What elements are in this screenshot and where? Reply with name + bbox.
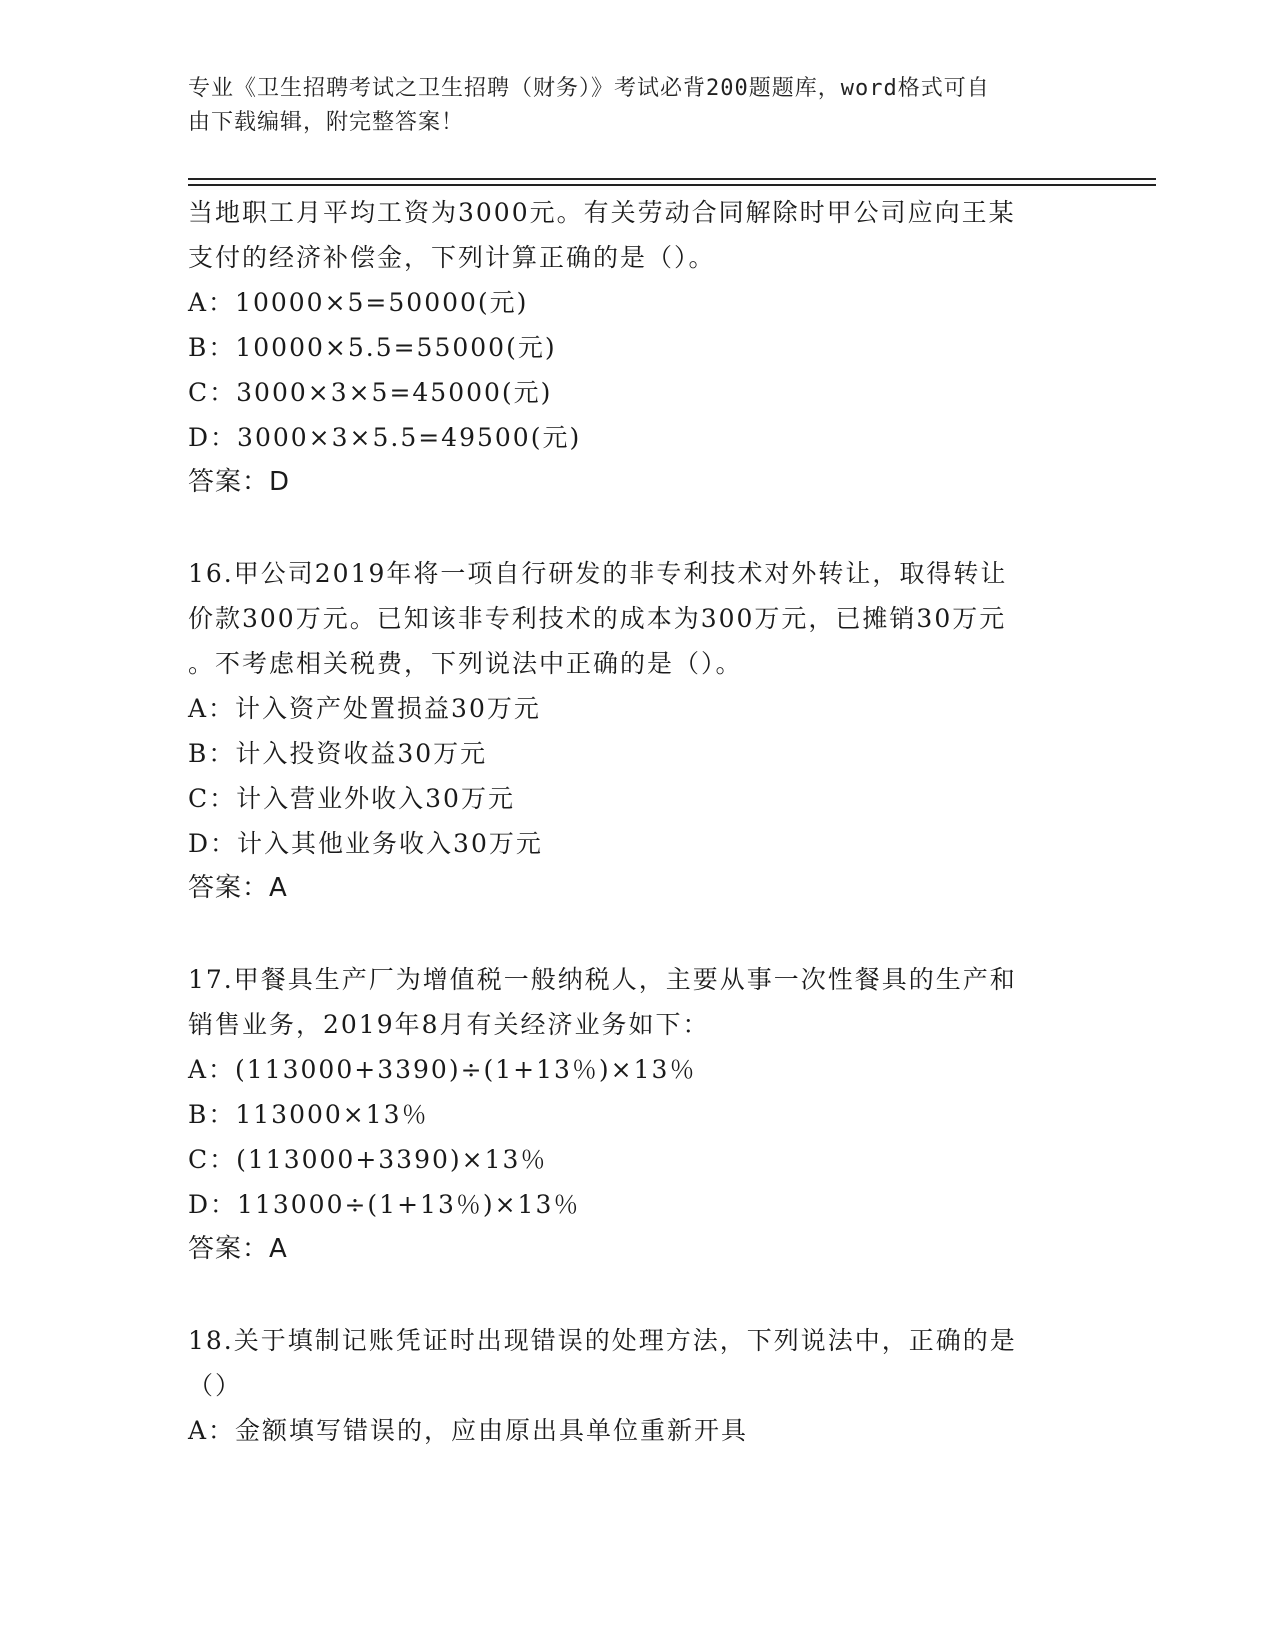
- option-a: A：(113000+3390)÷(1+13％)×13％: [188, 1055, 697, 1084]
- option-a: A：10000×5=50000(元): [188, 288, 529, 317]
- question-block: [188, 957, 1088, 1272]
- spacer: [188, 505, 1088, 551]
- question-stem-line: （）: [188, 1371, 243, 1400]
- question-stem-line: 价款300万元。已知该非专利技术的成本为300万元，已摊销30万元: [188, 604, 1007, 633]
- question-stem-line: 18.关于填制记账凭证时出现错误的处理方法，下列说法中，正确的是: [188, 1326, 1017, 1355]
- option-c: C：3000×3×5=45000(元): [188, 378, 553, 407]
- option-c: C：(113000+3390)×13％: [188, 1145, 548, 1174]
- option-d: D：3000×3×5.5=49500(元): [188, 423, 582, 452]
- option-c: C：计入营业外收入30万元: [188, 784, 515, 813]
- question-stem-line: 当地职工月平均工资为3000元。有关劳动合同解除时甲公司应向王某: [188, 198, 1016, 227]
- question-block: [188, 190, 1088, 505]
- document-header: [188, 72, 1068, 140]
- header-line-2: 由下载编辑，附完整答案！: [188, 110, 465, 135]
- question-stem-line: 16.甲公司2019年将一项自行研发的非专利技术对外转让，取得转让: [188, 559, 1008, 588]
- option-b: B：计入投资收益30万元: [188, 739, 488, 768]
- option-a: A：计入资产处置损益30万元: [188, 694, 541, 723]
- question-stem-line: 17.甲餐具生产厂为增值税一般纳税人，主要从事一次性餐具的生产和: [188, 965, 1017, 994]
- option-a: A：金额填写错误的，应由原出具单位重新开具: [188, 1416, 749, 1445]
- option-b: B：10000×5.5=55000(元): [188, 333, 557, 362]
- answer-line: 答案：A: [188, 1234, 288, 1264]
- spacer: [188, 911, 1088, 957]
- question-block: [188, 1318, 1088, 1453]
- question-stem-line: 销售业务，2019年8月有关经济业务如下：: [188, 1010, 710, 1039]
- answer-line: 答案：A: [188, 873, 288, 903]
- option-b: B：113000×13％: [188, 1100, 429, 1129]
- header-divider-bottom: [188, 184, 1156, 186]
- spacer: [188, 1272, 1088, 1318]
- question-stem-line: 支付的经济补偿金，下列计算正确的是（）。: [188, 243, 716, 272]
- header-line-1: 专业《卫生招聘考试之卫生招聘（财务）》考试必背200题题库，word格式可自: [188, 76, 990, 101]
- question-block: [188, 551, 1088, 911]
- option-d: D：113000÷(1+13％)×13％: [188, 1190, 581, 1219]
- option-d: D：计入其他业务收入30万元: [188, 829, 543, 858]
- question-stem-line: 。不考虑相关税费，下列说法中正确的是（）。: [188, 649, 743, 678]
- header-divider-top: [188, 178, 1156, 180]
- answer-line: 答案：D: [188, 467, 291, 497]
- question-list: [188, 190, 1088, 1453]
